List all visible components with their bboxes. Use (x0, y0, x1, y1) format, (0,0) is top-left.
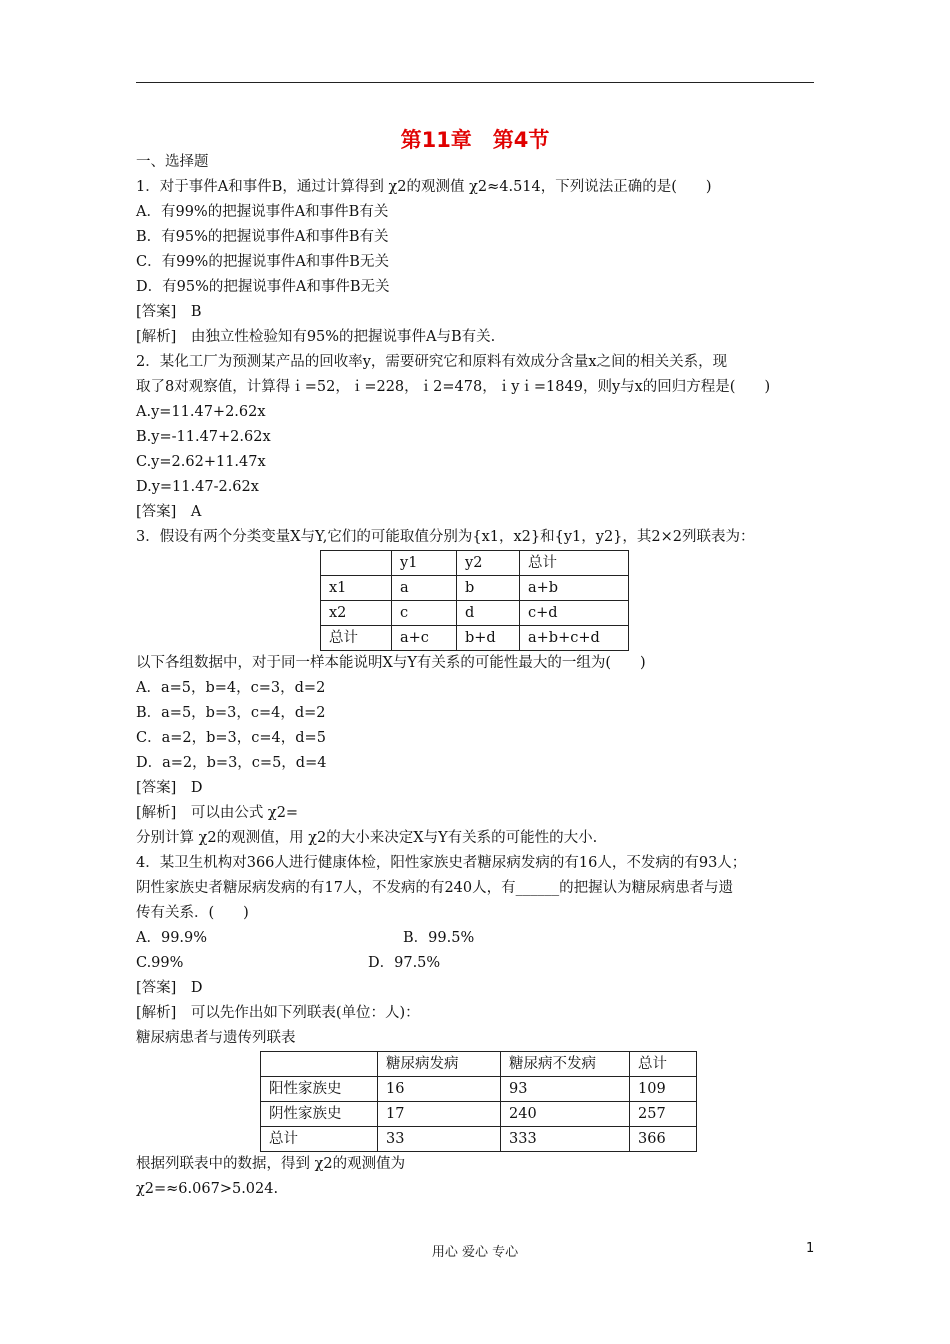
document-body (136, 150, 826, 1202)
q3-analysis-line2: 分别计算 χ2的观测值，用 χ2的大小来决定X与Y有关系的可能性的大小. (136, 830, 598, 846)
table-cell: a (392, 576, 457, 601)
table-cell: 总计 (261, 1127, 378, 1152)
q4-options-row2 (136, 951, 826, 976)
q3-option-a: A．a=5，b=4，c=3，d=2 (136, 680, 326, 696)
table-cell: d (457, 601, 520, 626)
q4-stem-line3: 传有关系．( ) (136, 905, 249, 921)
table-cell: 366 (630, 1127, 697, 1152)
q4-answer: [答案] D (136, 980, 203, 996)
table-cell: 总计 (520, 551, 629, 576)
q4-options-row1 (136, 926, 826, 951)
q3-contingency-table (320, 550, 629, 651)
q3-stem: 3．假设有两个分类变量X与Y,它们的可能取值分别为{x1，x2}和{y1，y2}，其2×2列联表为： (136, 529, 755, 545)
table-row (261, 1052, 697, 1077)
page-title: 第11章 第4节 (400, 128, 550, 152)
table-cell: a+b (520, 576, 629, 601)
header-rule (136, 82, 814, 83)
q1-stem: 1．对于事件A和事件B，通过计算得到 χ2的观测值 χ2≈4.514，下列说法正确的是( ) (136, 179, 712, 195)
table-cell: 总计 (630, 1052, 697, 1077)
q1-option-c: C．有99%的把握说事件A和事件B无关 (136, 254, 389, 270)
q1-option-a: A．有99%的把握说事件A和事件B有关 (136, 204, 389, 220)
table-cell: a+b+c+d (520, 626, 629, 651)
section-heading: 一、选择题 (136, 154, 209, 170)
q2-option-b: B.y=-11.47+2.62x (136, 429, 271, 445)
q1-answer: [答案] B (136, 304, 202, 320)
q1-analysis: [解析] 由独立性检验知有95%的把握说事件A与B有关. (136, 329, 496, 345)
q3-option-d: D．a=2，b=3，c=5，d=4 (136, 755, 327, 771)
table-cell: 333 (501, 1127, 630, 1152)
table-cell: c (392, 601, 457, 626)
table-cell: a+c (392, 626, 457, 651)
table-cell: x2 (321, 601, 392, 626)
table-cell: y2 (457, 551, 520, 576)
page-footer: 用心 爱心 专心 (431, 1245, 519, 1260)
table-cell: 257 (630, 1102, 697, 1127)
table-cell: 17 (378, 1102, 501, 1127)
page-number: 1 (806, 1241, 815, 1256)
table-cell (261, 1052, 378, 1077)
table-cell: 109 (630, 1077, 697, 1102)
table-cell (321, 551, 392, 576)
q2-stem-line2: 取了8对观察值，计算得ｉ=52，ｉ=228，ｉ2=478，ｉyｉ=1849，则y与x的回归方程是( ) (136, 379, 771, 395)
q2-answer: [答案] A (136, 504, 202, 520)
table-row (261, 1102, 697, 1127)
q3-option-b: B．a=5，b=3，c=4，d=2 (136, 705, 326, 721)
q3-option-c: C．a=2，b=3，c=4，d=5 (136, 730, 326, 746)
table-cell: 16 (378, 1077, 501, 1102)
q1-option-d: D．有95%的把握说事件A和事件B无关 (136, 279, 390, 295)
q4-conclusion-line1: 根据列联表中的数据，得到 χ2的观测值为 (136, 1156, 406, 1172)
table-cell: b (457, 576, 520, 601)
q4-analysis: [解析] 可以先作出如下列联表(单位：人)： (136, 1005, 420, 1021)
q4-stem-line2: 阴性家族史者糖尿病发病的有17人，不发病的有240人，有______的把握认为糖尿病患者与遗 (136, 880, 734, 896)
table-cell: c+d (520, 601, 629, 626)
table-cell: 糖尿病发病 (378, 1052, 501, 1077)
q4-contingency-table (260, 1051, 697, 1152)
q3-answer: [答案] D (136, 780, 203, 796)
q4-conclusion-line2: χ2=≈6.067>5.024. (136, 1181, 279, 1197)
q4-option-a: A．99.9% (136, 930, 208, 946)
table-cell: 阳性家族史 (261, 1077, 378, 1102)
table-row (261, 1077, 697, 1102)
table-row (321, 551, 629, 576)
table-row (321, 601, 629, 626)
q2-stem-line1: 2．某化工厂为预测某产品的回收率y，需要研究它和原料有效成分含量x之间的相关关系，现 (136, 354, 728, 370)
table-cell: x1 (321, 576, 392, 601)
q4-stem-line1: 4．某卫生机构对366人进行健康体检，阳性家族史者糖尿病发病的有16人，不发病的有93人； (136, 855, 747, 871)
q2-option-c: C.y=2.62+11.47x (136, 454, 266, 470)
table-row (321, 576, 629, 601)
table-cell: 33 (378, 1127, 501, 1152)
q2-option-d: D.y=11.47-2.62x (136, 479, 259, 495)
q1-option-b: B．有95%的把握说事件A和事件B有关 (136, 229, 389, 245)
q2-option-a: A.y=11.47+2.62x (136, 404, 266, 420)
q4-table-title: 糖尿病患者与遗传列联表 (136, 1030, 296, 1046)
table-cell: 240 (501, 1102, 630, 1127)
q4-option-d: D．97.5% (368, 955, 441, 971)
table-cell: y1 (392, 551, 457, 576)
table-cell: 阴性家族史 (261, 1102, 378, 1127)
q4-option-c: C.99% (136, 955, 184, 971)
table-cell: 93 (501, 1077, 630, 1102)
table-row (261, 1127, 697, 1152)
q4-option-b: B．99.5% (403, 930, 475, 946)
q3-question: 以下各组数据中，对于同一样本能说明X与Y有关系的可能性最大的一组为( ) (136, 655, 646, 671)
q3-analysis-line1: [解析] 可以由公式 χ2= (136, 805, 299, 821)
table-cell: 糖尿病不发病 (501, 1052, 630, 1077)
table-cell: b+d (457, 626, 520, 651)
table-row (321, 626, 629, 651)
table-cell: 总计 (321, 626, 392, 651)
